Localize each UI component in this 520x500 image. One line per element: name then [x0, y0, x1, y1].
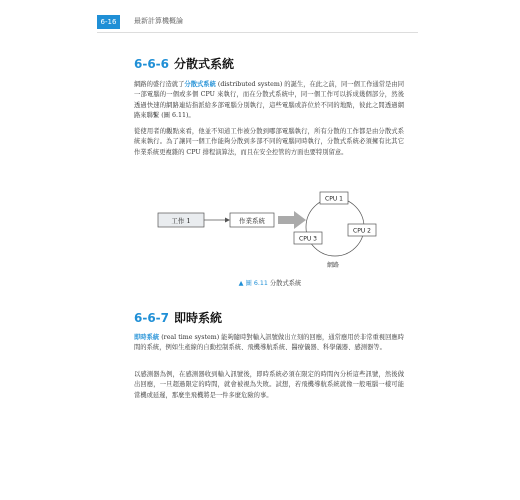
- running-head: 最新計算機概論: [134, 17, 183, 25]
- page-number-badge: 6-16: [97, 15, 120, 29]
- network-label: 網路: [326, 262, 340, 269]
- highlight-term: 分散式系統: [184, 81, 216, 88]
- paragraph-realtime-intro: [134, 333, 404, 354]
- figure-caption: [150, 278, 390, 287]
- paragraph-distributed-intro: [134, 80, 404, 121]
- distributed-system-figure: [150, 188, 390, 273]
- highlight-term: 即時系統: [134, 334, 160, 341]
- paragraph-distributed-detail: 從使用者的觀點來看，他並不知道工作被分散到哪部電腦執行，所有分散的工作都是由分散式系統來執行。為了讓同一個工作能夠分散到多部不同的電腦同時執行，分散式系統必須擁有比其它作業系統更複雜的 CPU 排程演算法，而且在安全控管的方面也要特別留意。: [134, 128, 404, 156]
- cpu-2-label: CPU 2: [353, 227, 371, 235]
- dispatch-arrow-icon: [278, 211, 306, 229]
- section-heading-realtime: [134, 309, 222, 326]
- paragraph-text: (distributed system) 的誕生，在此之前，同一個工作通常是由同一部電腦的一個或多個 CPU 來執行，而在分散式系統中，同一個工作可以拆成幾個部分，然後透過快速的網路連結指派給多部電腦分別執行，這些電腦或許位於不同的地點，彼此之間透過網路來聯繫 (圖 6.11)。: [134, 81, 405, 119]
- cpu-3-label: CPU 3: [299, 235, 317, 243]
- section-title: 分散式系統: [174, 57, 235, 71]
- os-label: 作業系統: [239, 217, 265, 225]
- section-number: 6-6-6: [134, 57, 170, 71]
- cpu-1-label: CPU 1: [325, 195, 343, 203]
- section-heading-distributed: [134, 55, 234, 72]
- caption-triangle-icon: ▲: [238, 280, 244, 287]
- job-label: 工作 1: [171, 217, 191, 225]
- header-divider: [97, 32, 418, 33]
- section-number: 6-6-7: [134, 311, 170, 325]
- paragraph-text: 網路的盛行造就了: [134, 81, 185, 88]
- paragraph-text: (real time system) 能夠隨時對輸入訊號做出立刻的回應，通常應用於非常重視回應時間的系統，例如生產線的自動控制系統、飛機導航系統、醫療儀器、科學儀器、感測器等。: [134, 334, 404, 352]
- paragraph-realtime-detail: 以感測器為例，在感測器收到輸入訊號後，即時系統必須在限定的時間內分析這些訊號，然後做出回應，一旦超過限定的時間，就會被視為失敗。試想，若飛機導航系統就像一般電腦一樣可能當機或延遲，那麼坐飛機將是一件多麼危險的事。: [134, 371, 404, 399]
- caption-number: 圖 6.11: [245, 280, 268, 287]
- caption-text: 分散式系統: [269, 280, 302, 287]
- section-title: 即時系統: [174, 311, 223, 325]
- arrow-head-icon: [225, 218, 230, 223]
